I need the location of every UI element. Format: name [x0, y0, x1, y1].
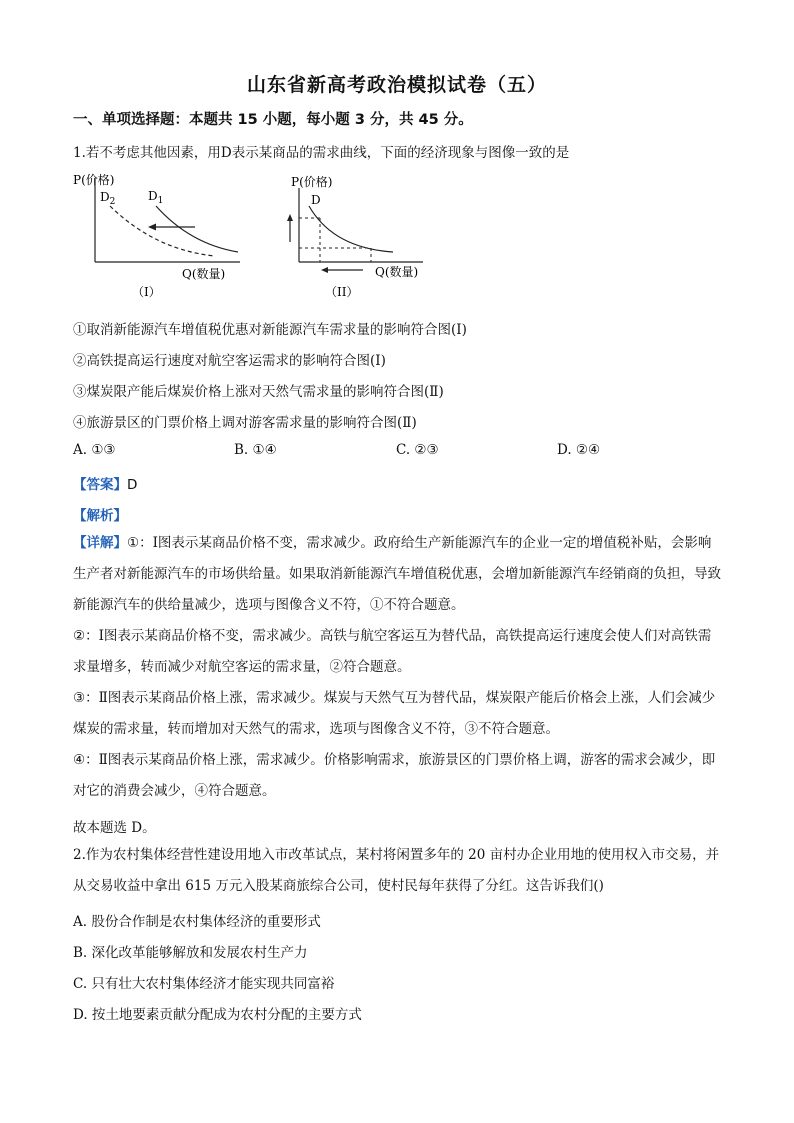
question-2-stem: 2.作为农村集体经营性建设用地入市改革试点，某村将闲置多年的 20 亩村办企业用地的使用权入市交易，并从交易收益中拿出 615 万元入股某商旅综合公司，使村民每年获得了分红。这告诉我们(): [73, 847, 720, 894]
price-up-arrow-head: [287, 214, 293, 221]
statement-4: ④旅游景区的门票价格上调对游客需求量的影响符合图(Ⅱ): [73, 415, 417, 431]
analysis-line: [73, 504, 127, 524]
detail-paragraph-4: ④：Ⅱ图表示某商品价格上涨，需求减少。价格影响需求，旅游景区的门票价格上调，游客的需求会减少，即对它的消费会减少，④符合题意。: [73, 752, 716, 799]
figure1-x-label: Q(数量): [182, 267, 226, 281]
detail-paragraph-1: 【详解】①：Ⅰ图表示某商品价格不变，需求减少。政府给生产新能源汽车的企业一定的增值税补贴，会影响生产者对新能源汽车的市场供给量。如果取消新能源汽车增值税优惠，会增加新能源汽车经销商的负担，导致新能源汽车的供给量减少，选项与图像含义不符，①不符合题意。: [73, 535, 721, 613]
answer-value: D: [127, 477, 138, 493]
shift-arrow-head: [148, 224, 156, 231]
qty-left-arrow-head: [321, 267, 328, 273]
q2-option-b: B. 深化改革能够解放和发展农村生产力: [73, 945, 308, 961]
figure2-y-label: P(价格): [291, 175, 333, 189]
statement-3: ③煤炭限产能后煤炭价格上涨对天然气需求量的影响符合图(Ⅱ): [73, 384, 444, 400]
figure2-caption: （II）: [325, 285, 359, 299]
demand-curve: [309, 206, 393, 252]
q2-option-d: D. 按土地要素贡献分配成为农村分配的主要方式: [73, 1007, 362, 1023]
answer-line: [73, 473, 137, 493]
q2-option-c: C. 只有壮大农村集体经济才能实现共同富裕: [73, 976, 335, 992]
detail-paragraph-2: ②：Ⅰ图表示某商品价格不变，需求减少。高铁与航空客运互为替代品，高铁提高运行速度会使人们对高铁需求量增多，转而减少对航空客运的需求量，②符合题意。: [73, 628, 712, 675]
demand-figure-1: [70, 170, 250, 300]
figure1-y-label: P(价格): [73, 173, 115, 187]
figure1-d1-label: $D_1$: [148, 189, 164, 206]
conclusion: 故本题选 D。: [73, 820, 156, 836]
q1-option-a: A. ①③: [73, 442, 116, 458]
figure2-d-label: D: [311, 193, 321, 207]
q1-option-c: C. ②③: [396, 442, 439, 458]
answer-tag: 【答案】: [73, 477, 127, 493]
page-title: 山东省新高考政治模拟试卷（五）: [246, 74, 547, 96]
demand-figure-2: [283, 170, 463, 300]
section-heading: 一、单项选择题：本题共 15 小题，每小题 3 分，共 45 分。: [73, 112, 473, 128]
detail-tag: 【详解】: [73, 535, 127, 551]
question-1-stem: 1.若不考虑其他因素，用D表示某商品的需求曲线，下面的经济现象与图像一致的是: [73, 145, 570, 161]
statement-1: ①取消新能源汽车增值税优惠对新能源汽车需求量的影响符合图(I): [73, 322, 467, 338]
q1-option-d: D. ②④: [557, 442, 601, 458]
figure1-caption: （I）: [132, 285, 161, 299]
statement-2: ②高铁提高运行速度对航空客运需求的影响符合图(I): [73, 353, 386, 369]
q1-option-b: B. ①④: [234, 442, 277, 458]
figure2-x-label: Q(数量): [375, 265, 419, 279]
figure1-d2-label: $D_2$: [100, 190, 116, 207]
detail-paragraph-3: ③：Ⅱ图表示某商品价格上涨，需求减少。煤炭与天然气互为替代品，煤炭限产能后价格会上涨，人们会减少煤炭的需求量，转而增加对天然气的需求，选项与图像含义不符，③不符合题意。: [73, 690, 716, 737]
analysis-tag: 【解析】: [73, 508, 127, 524]
q2-option-a: A. 股份合作制是农村集体经济的重要形式: [73, 914, 321, 930]
